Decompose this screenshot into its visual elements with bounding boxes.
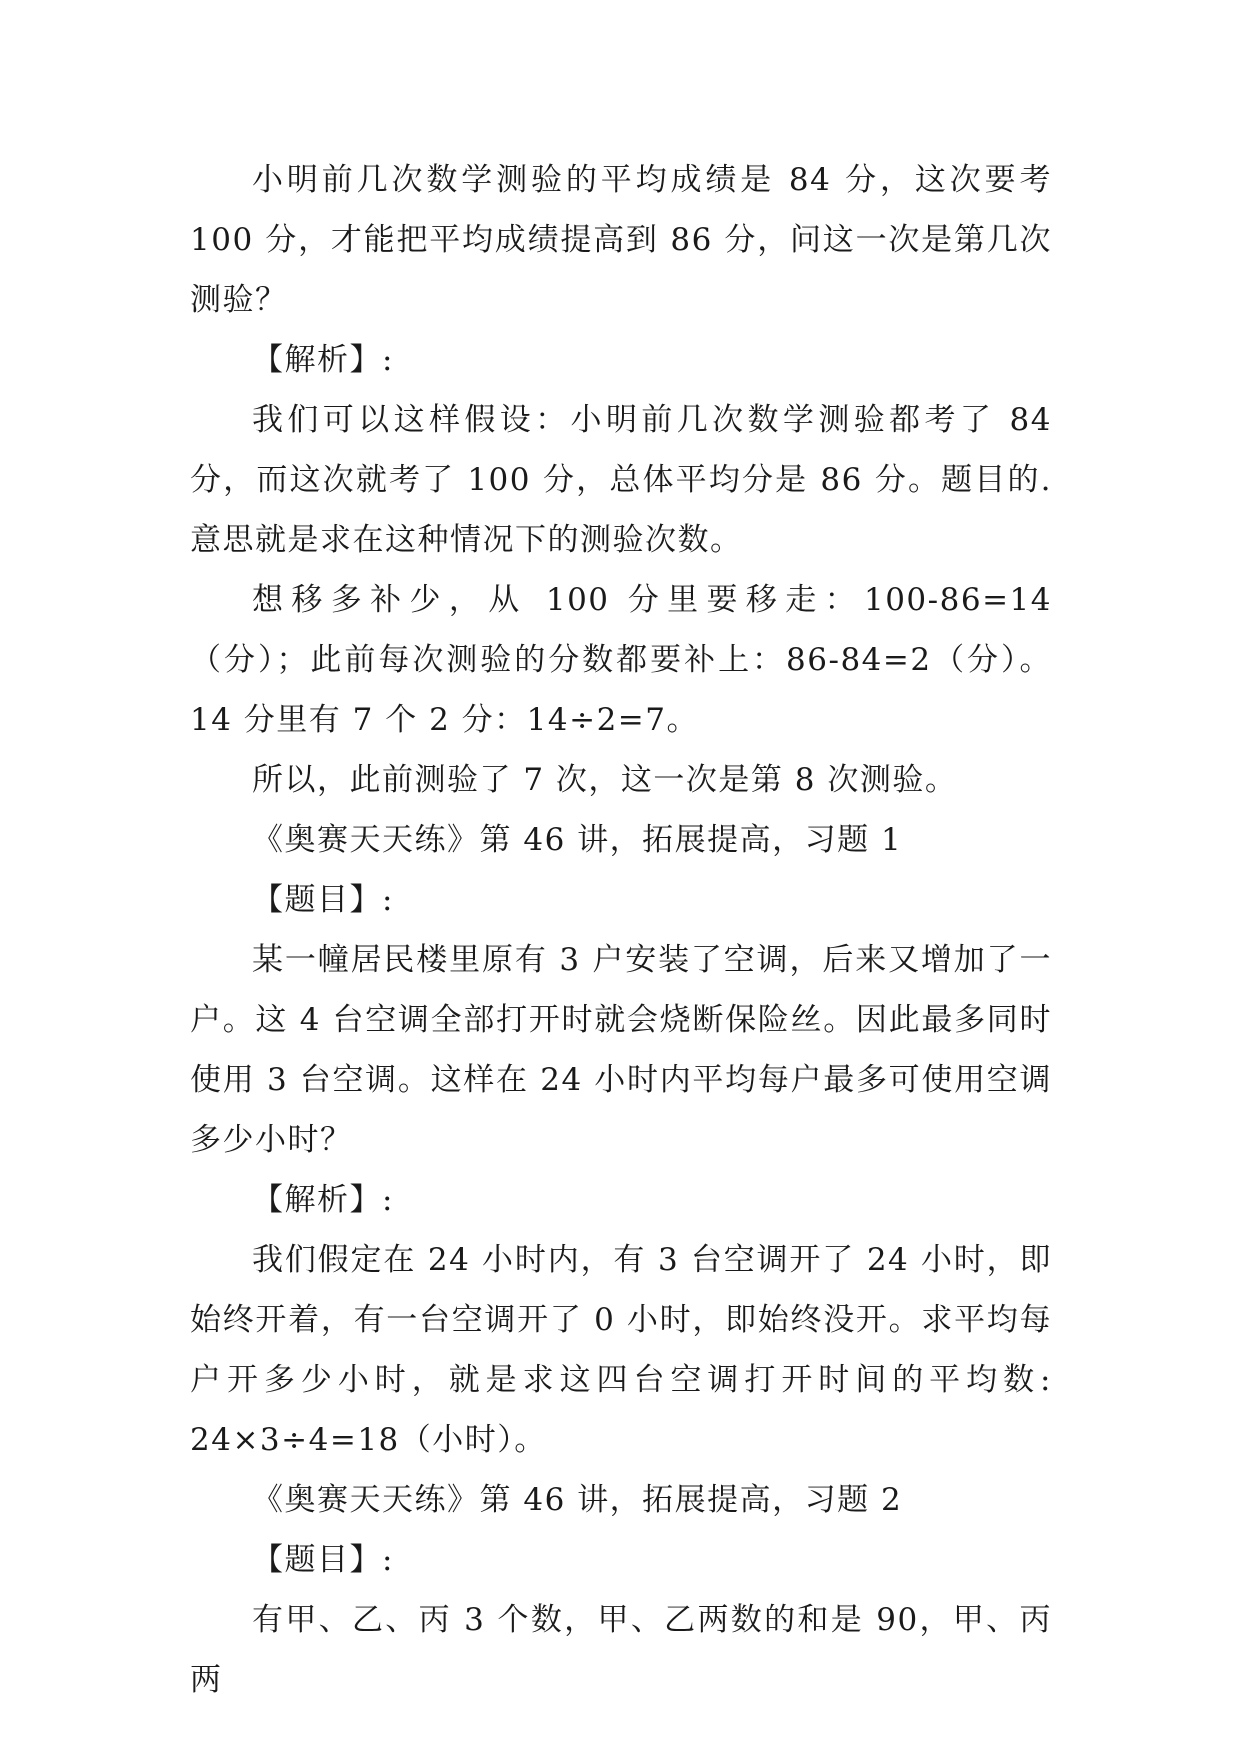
paragraph-question-1: 某一幢居民楼里原有 3 户安装了空调，后来又增加了一户。这 4 台空调全部打开时就会烧断保险丝。因此最多同时使用 3 台空调。这样在 24 小时内平均每户最多可使用空调多少小时？ [190, 942, 1052, 1158]
paragraph-analysis-1: 我们可以这样假设：小明前几次数学测验都考了 84 分，而这次就考了 100 分，总体平均分是 86 分。题目的.意思就是求在这种情况下的测验次数。 [190, 402, 1052, 558]
heading-analysis: 【解析】: [252, 342, 394, 378]
paragraph-conclusion: 所以，此前测验了 7 次，这一次是第 8 次测验。 [252, 762, 958, 798]
paragraph-problem-intro: 小明前几次数学测验的平均成绩是 84 分，这次要考 100 分，才能把平均成绩提高到 86 分，问这一次是第几次测验？ [190, 162, 1052, 318]
paragraph-question-2: 有甲、乙、丙 3 个数，甲、乙两数的和是 90，甲、丙两 [190, 1602, 1052, 1698]
heading-question-1: 【题目】: [252, 882, 394, 918]
paragraph-analysis-3: 我们假定在 24 小时内，有 3 台空调开了 24 小时，即始终开着，有一台空调开了 0 小时，即始终没开。求平均每户开多少小时，就是求这四台空调打开时间的平均数: 24×3÷4=18（小时）。 [190, 1242, 1052, 1458]
paragraph-analysis-2: 想移多补少，从 100 分里要移走：100-86=14（分）；此前每次测验的分数都要补上：86-84=2（分）。14 分里有 7 个 2 分：14÷2=7。 [190, 582, 1052, 738]
heading-exercise-1: 《奥赛天天练》第 46 讲，拓展提高，习题 1 [252, 822, 903, 858]
heading-question-2: 【题目】: [252, 1542, 394, 1578]
document-body [190, 150, 1052, 1710]
heading-exercise-2: 《奥赛天天练》第 46 讲，拓展提高，习题 2 [252, 1482, 903, 1518]
heading-analysis-2: 【解析】: [252, 1182, 394, 1218]
